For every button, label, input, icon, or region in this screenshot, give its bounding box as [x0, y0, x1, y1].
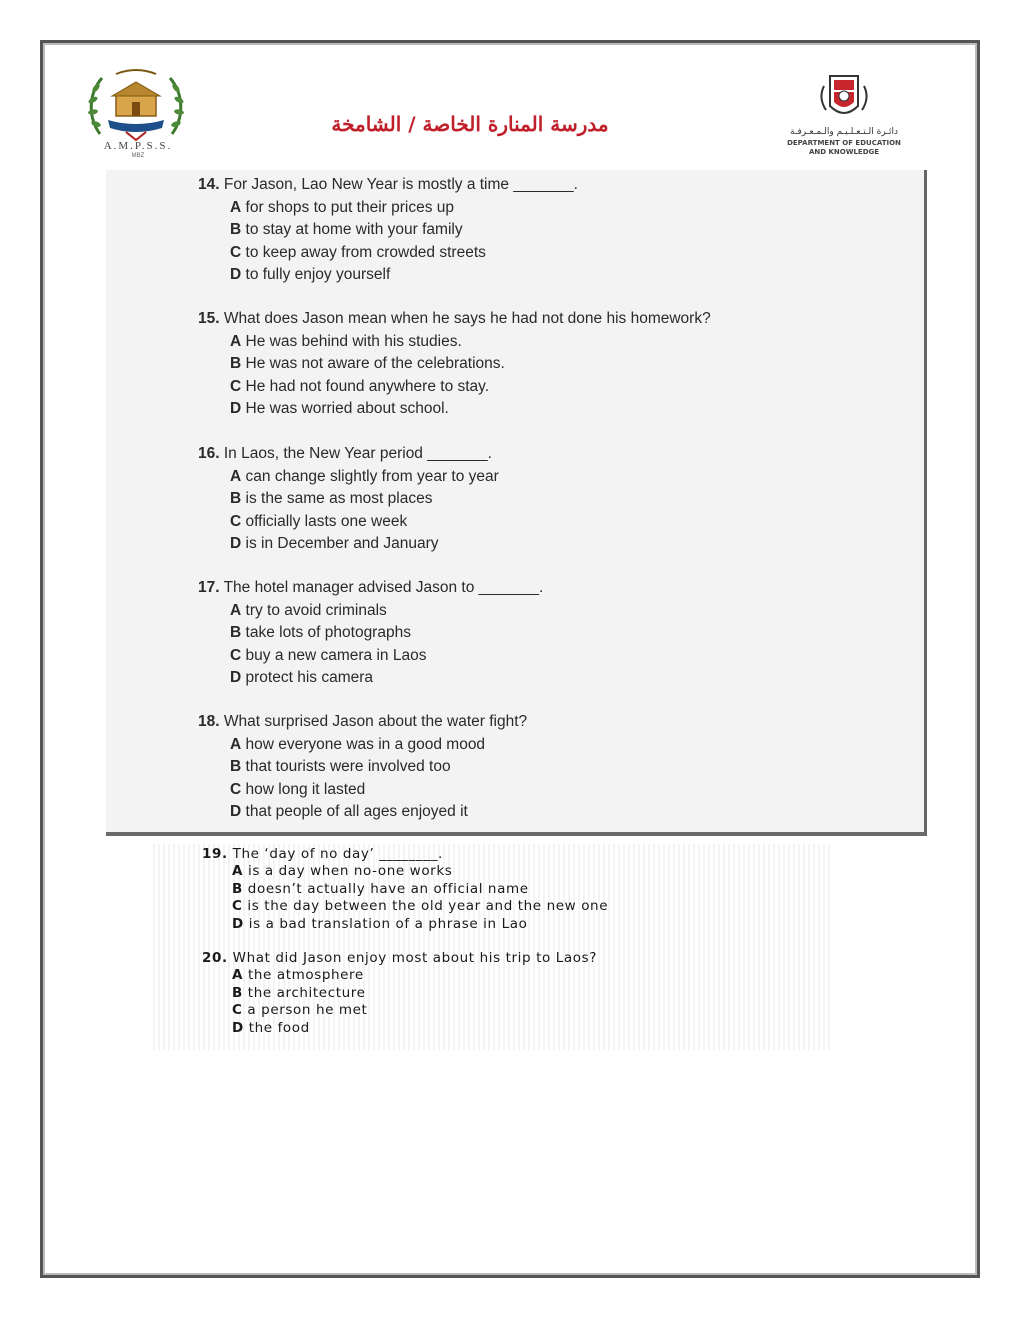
option-a: A how everyone was in a good mood — [230, 735, 486, 753]
option-a: A for shops to put their prices up — [230, 198, 455, 216]
question-number: 19. — [202, 846, 228, 862]
laurel-crest-icon — [86, 68, 186, 142]
option-c: C to keep away from crowded streets — [230, 243, 486, 261]
department-logo — [782, 72, 906, 156]
school-name-title: مدرسة المنارة الخاصة / الشامخة — [331, 112, 609, 136]
option-b: B is the same as most places — [230, 490, 433, 507]
question-20 — [202, 950, 597, 1037]
question-16 — [198, 443, 499, 556]
option-b: B to stay at home with your family — [230, 221, 463, 238]
emblem-icon — [782, 72, 906, 124]
option-c: C how long it lasted — [230, 780, 366, 798]
option-b: B take lots of photographs — [230, 624, 411, 641]
option-c: C buy a new camera in Laos — [230, 646, 427, 664]
option-d: D protect his camera — [230, 669, 374, 686]
option-d: D is a bad translation of a phrase in Lao — [232, 915, 528, 932]
question-stem: What does Jason mean when he says he had not done his homework? — [223, 310, 711, 327]
scanned-questions-block-1 — [106, 170, 927, 836]
option-d: D He was worried about school. — [230, 400, 449, 417]
option-d: D the food — [232, 1019, 310, 1036]
question-number: 16. — [198, 445, 220, 462]
option-a: A the atmosphere — [232, 967, 364, 984]
option-c: C is the day between the old year and the new one — [232, 898, 609, 915]
option-b: B He was not aware of the celebrations. — [230, 355, 505, 372]
question-15 — [198, 308, 711, 421]
question-stem: The hotel manager advised Jason to _______. — [223, 579, 544, 596]
question-stem: In Laos, the New Year period _______. — [223, 445, 492, 462]
option-a: A try to avoid criminals — [230, 601, 387, 619]
school-sub-label: MBZ — [131, 153, 145, 159]
question-number: 18. — [198, 713, 220, 730]
option-c: C a person he met — [232, 1002, 368, 1019]
question-stem: For Jason, Lao New Year is mostly a time _______. — [223, 176, 578, 193]
option-d: D to fully enjoy yourself — [230, 266, 391, 283]
question-number: 14. — [198, 176, 220, 193]
department-arabic-name: دائـرة الـتـعـلـيـم والـمـعـرفـة — [790, 127, 898, 137]
scanned-questions-block-2 — [150, 844, 832, 1050]
option-d: D that people of all ages enjoyed it — [230, 803, 468, 820]
question-19 — [202, 846, 608, 933]
question-number: 15. — [198, 310, 220, 327]
question-number: 17. — [198, 579, 220, 596]
option-c: C He had not found anywhere to stay. — [230, 377, 490, 395]
question-14 — [198, 174, 578, 287]
option-a: A is a day when no-one works — [232, 863, 453, 880]
option-b: B the architecture — [232, 984, 366, 1001]
question-18 — [198, 711, 527, 824]
school-abbreviation: A.M.P.S.S. — [103, 140, 173, 152]
option-a: A He was behind with his studies. — [230, 332, 462, 350]
option-c: C officially lasts one week — [230, 512, 408, 530]
question-stem: What surprised Jason about the water fight? — [223, 713, 528, 730]
option-b: B that tourists were involved too — [230, 758, 451, 775]
option-a: A can change slightly from year to year — [230, 467, 499, 485]
option-b: B doesn’t actually have an official name — [232, 880, 529, 897]
question-number: 20. — [202, 950, 228, 966]
question-stem: What did Jason enjoy most about his trip to Laos? — [232, 950, 597, 966]
option-d: D is in December and January — [230, 535, 439, 552]
question-17 — [198, 577, 543, 690]
school-logo — [86, 68, 186, 158]
department-english-line1: DEPARTMENT OF EDUCATION — [787, 139, 901, 147]
department-english-line2: AND KNOWLEDGE — [808, 148, 880, 156]
question-stem: The ‘day of no day’ ________. — [232, 846, 443, 862]
